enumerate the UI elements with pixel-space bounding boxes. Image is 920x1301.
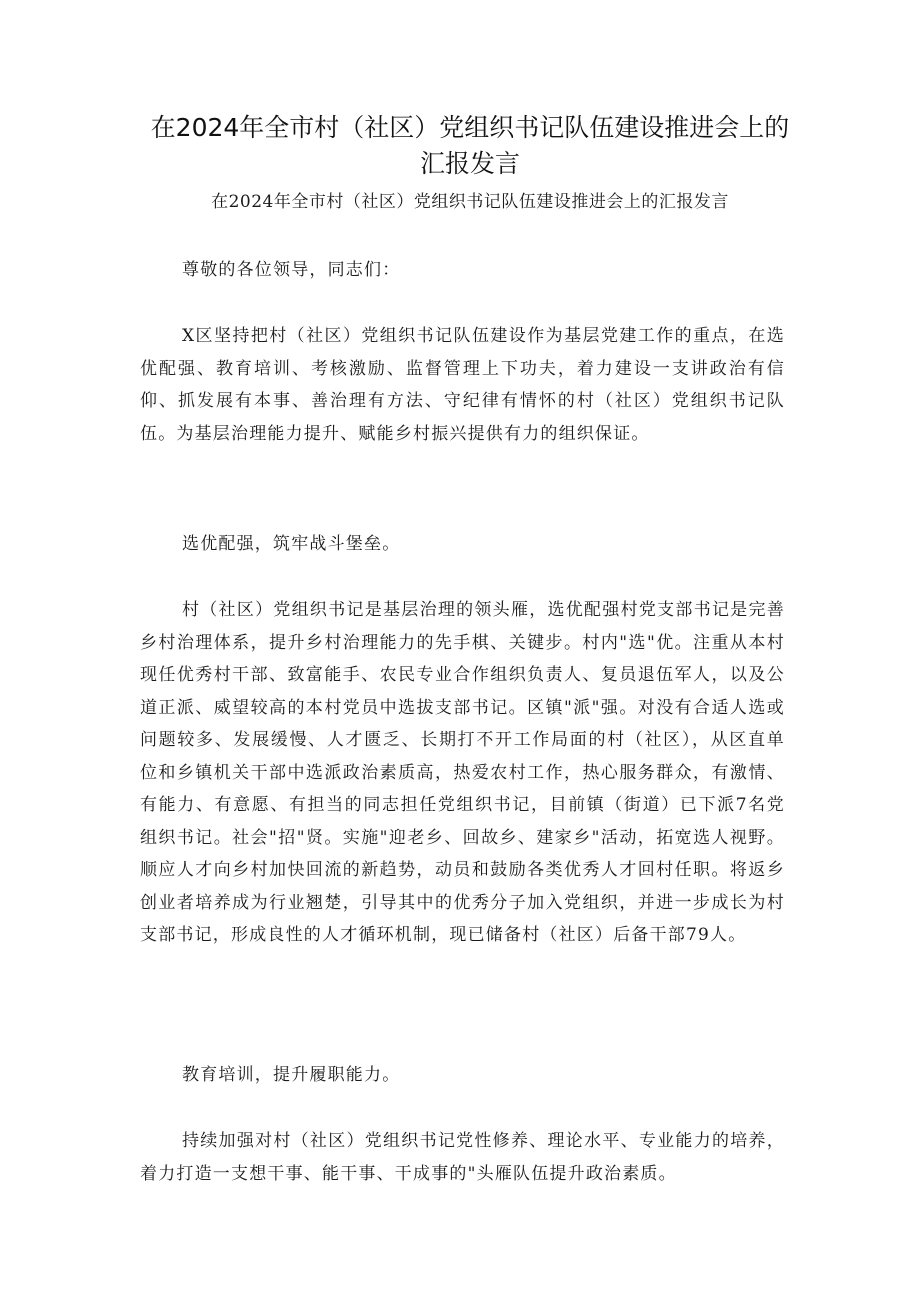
section-heading-training: 教育培训，提升履职能力。 [182, 1065, 401, 1085]
paragraph-training: 持续加强对村（社区）党组织书记党性修养、理论水平、专业能力的培养，着力打造一支想干事、能干事、干成事的"头雁队伍提升政治素质。 [140, 1131, 785, 1184]
document-subtitle: 在2024年全市村（社区）党组织书记队伍建设推进会上的汇报发言 [211, 192, 729, 212]
paragraph-intro: X区坚持把村（社区）党组织书记队伍建设作为基层党建工作的重点，在选优配强、教育培训、考核激励、监督管理上下功夫，着力建设一支讲政治有信仰、抓发展有本事、善治理有方法、守纪律有情怀的村（社区）党组织书记队伍。为基层治理能力提升、赋能乡村振兴提供有力的组织保证。 [140, 326, 785, 444]
document-title: 在2024年全市村（社区）党组织书记队伍建设推进会上的汇报发言 [150, 113, 790, 178]
section-heading-selection: 选优配强，筑牢战斗堡垒。 [182, 534, 401, 554]
paragraph-greeting: 尊敬的各位领导，同志们： [182, 260, 401, 280]
paragraph-selection: 村（社区）党组织书记是基层治理的领头雁，选优配强村党支部书记是完善乡村治理体系，提升乡村治理能力的先手棋、关键步。村内"选"优。注重从本村现任优秀村干部、致富能手、农民专业合作组织负责人、复员退伍军人，以及公道正派、威望较高的本村党员中选拔支部书记。区镇"派"强。对没有合适人选或问题较多、发展缓慢、人才匮乏、长期打不开工作局面的村（社区），从区直单位和乡镇机关干部中选派政治素质高，热爱农村工作，热心服务群众，有激情、有能力、有意愿、有担当的同志担任党组织书记，目前镇（街道）已下派7名党组织书记。社会"招"贤。实施"迎老乡、回故乡、建家乡"活动，拓宽选人视野。顺应人才向乡村加快回流的新趋势，动员和鼓励各类优秀人才回村任职。将返乡创业者培养成为行业翘楚，引导其中的优秀分子加入党组织，并进一步成长为村支部书记，形成良性的人才循环机制，现已储备村（社区）后备干部79人。 [140, 600, 785, 945]
